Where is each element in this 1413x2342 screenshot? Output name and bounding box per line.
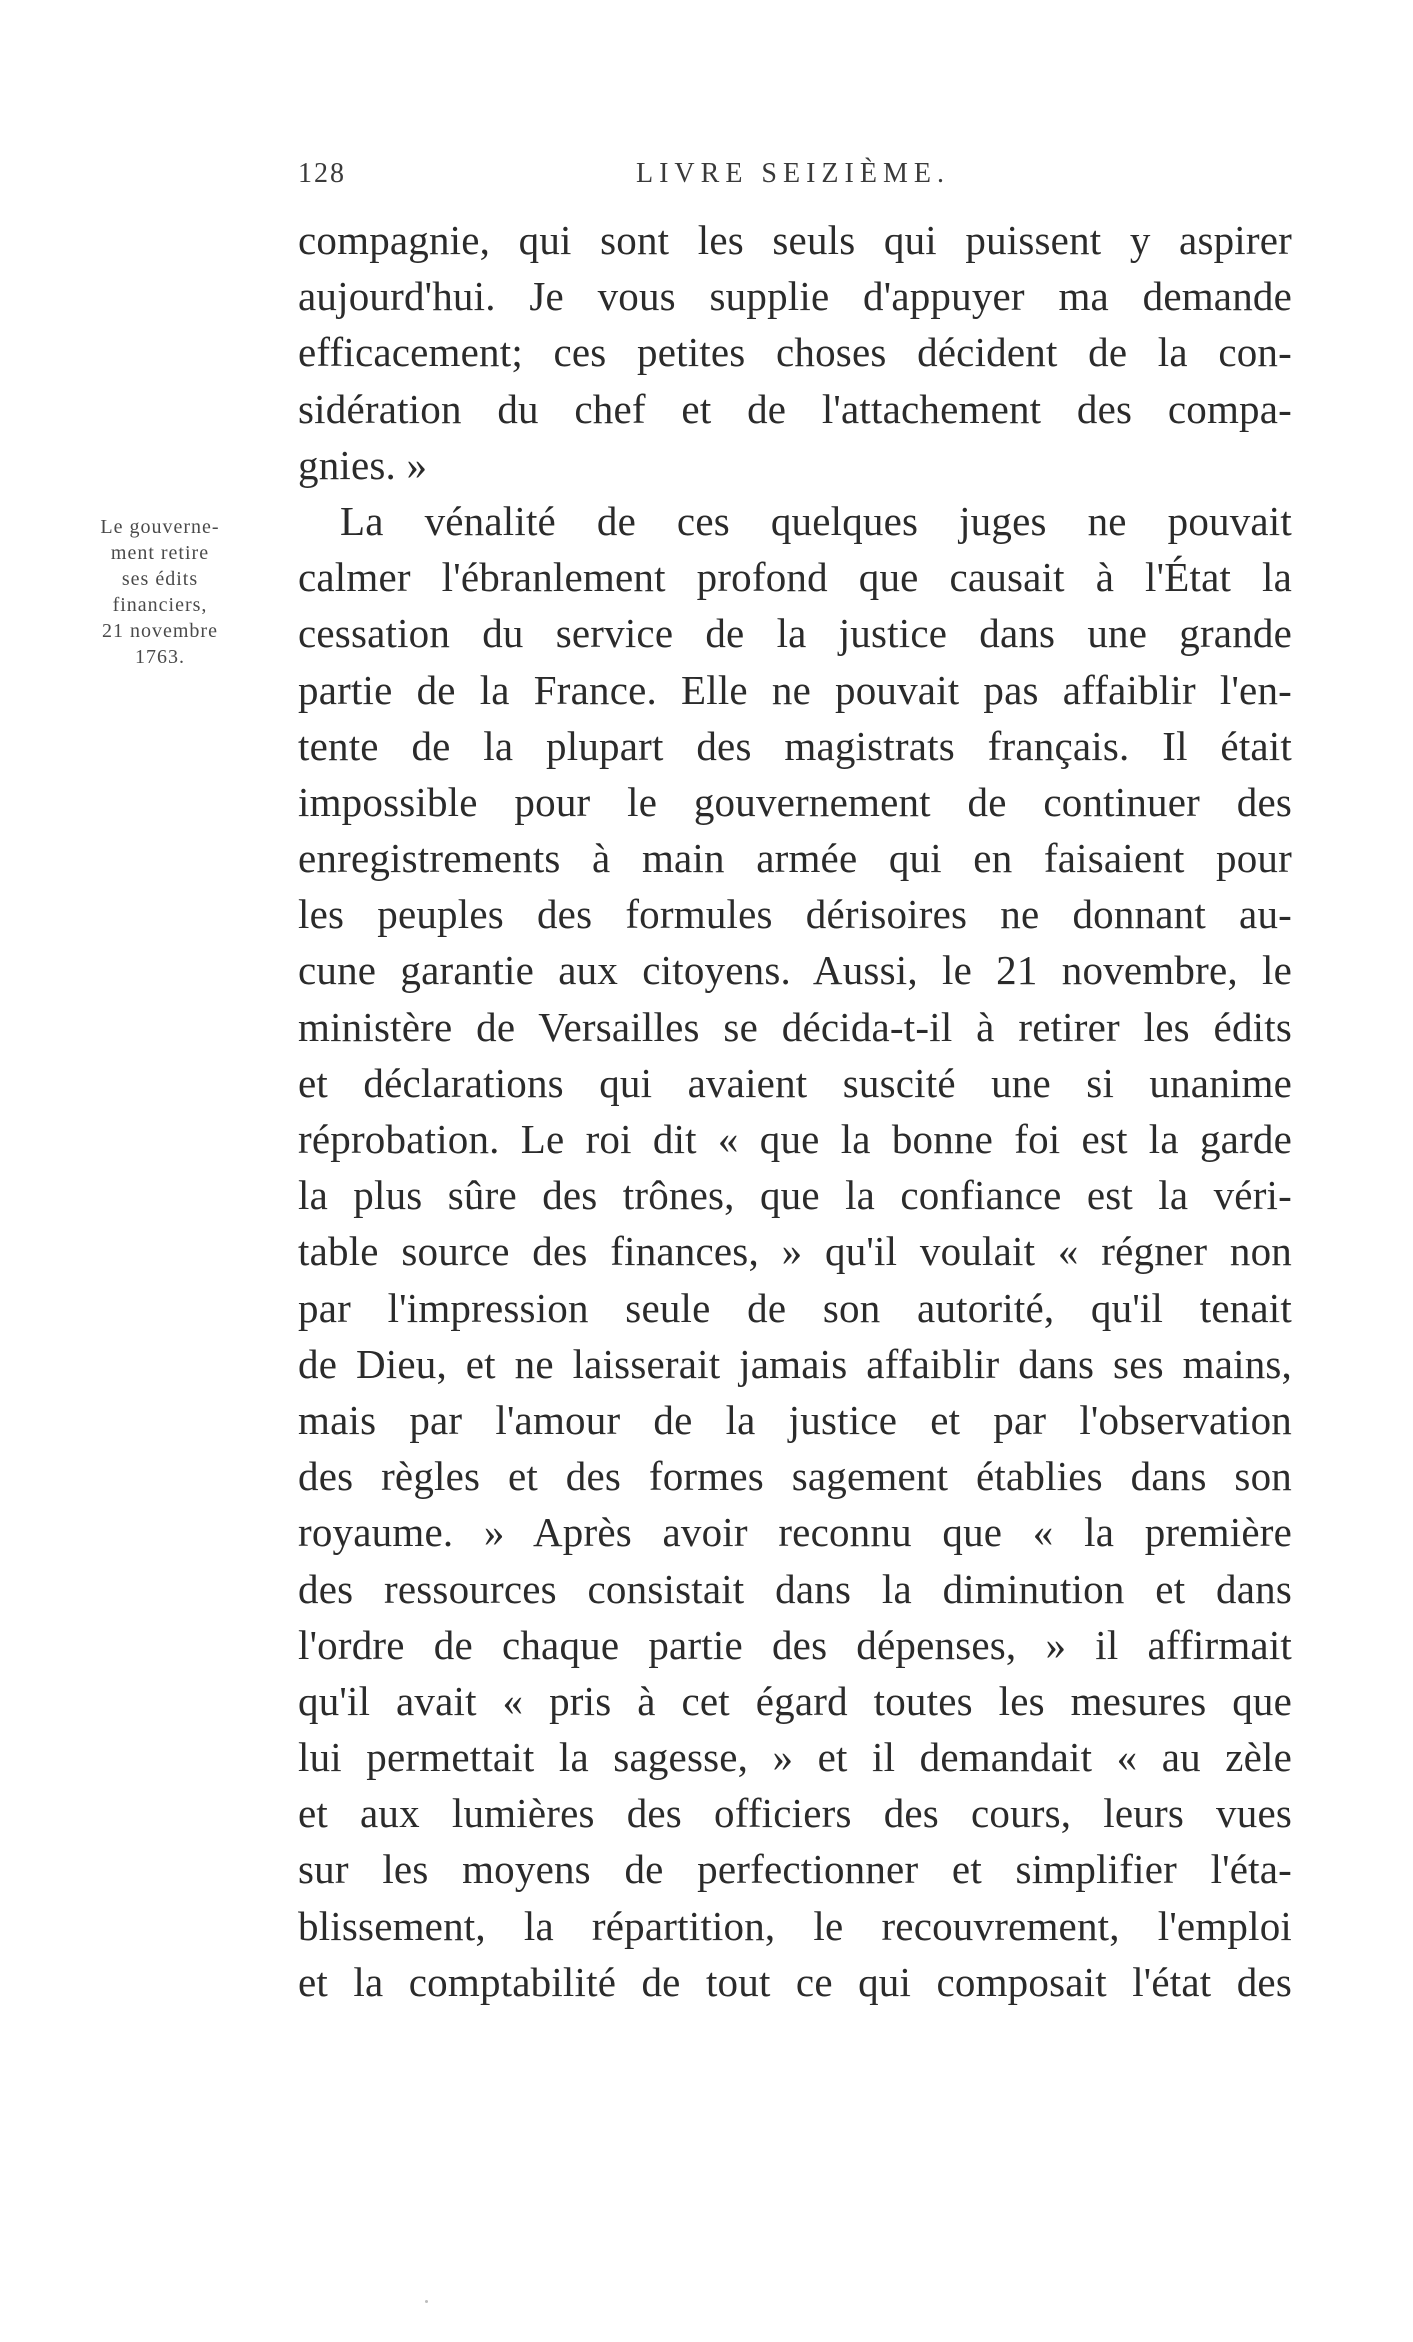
margin-note-line: ses édits	[121, 568, 199, 590]
text-line: cessation du service de la justice dans une grande	[298, 610, 1292, 657]
body-text	[298, 212, 1292, 2010]
text-line: table source des finances, » qu'il voulait « régner non	[298, 1228, 1292, 1275]
text-line: blissement, la répartition, le recouvrement, l'emploi	[298, 1902, 1292, 1949]
margin-note-line: financiers,	[112, 594, 208, 616]
text-line: l'ordre de chaque partie des dépenses, » il affirmait	[298, 1621, 1292, 1668]
paper-speck	[425, 2300, 428, 2303]
text-line: aujourd'hui. Je vous supplie d'appuyer ma demande	[298, 273, 1292, 320]
text-line: et aux lumières des officiers des cours, leurs vues	[298, 1790, 1292, 1837]
text-line: et déclarations qui avaient suscité une si unanime	[298, 1059, 1292, 1106]
margin-note	[40, 514, 280, 670]
text-line: mais par l'amour de la justice et par l'observation	[298, 1396, 1292, 1443]
text-line: les peuples des formules dérisoires ne donnant au-	[298, 891, 1292, 938]
paragraph-first-line: La vénalité de ces quelques juges ne pouvait	[340, 497, 1292, 544]
text-line: efficacement; ces petites choses décident de la con-	[298, 329, 1292, 376]
text-line: compagnie, qui sont les seuls qui puissent y aspirer	[298, 217, 1292, 263]
running-head	[0, 158, 1413, 198]
text-line: royaume. » Après avoir reconnu que « la première	[298, 1509, 1292, 1556]
text-line: par l'impression seule de son autorité, qu'il tenait	[298, 1284, 1292, 1331]
text-line: réprobation. Le roi dit « que la bonne foi est la garde	[298, 1116, 1292, 1162]
text-line: qu'il avait « pris à cet égard toutes les mesures que	[298, 1677, 1292, 1724]
page-number: 128	[298, 158, 346, 189]
text-line: sidération du chef et de l'attachement des compa-	[298, 385, 1292, 432]
margin-note-line: 1763.	[135, 646, 185, 668]
margin-note-line: 21 novembre	[102, 620, 218, 642]
text-line: cune garantie aux citoyens. Aussi, le 21 novembre, le	[298, 947, 1292, 994]
text-line: des ressources consistait dans la diminution et dans	[298, 1565, 1292, 1612]
text-line: ministère de Versailles se décida-t-il à retirer les édits	[298, 1003, 1292, 1050]
text-line: lui permettait la sagesse, » et il demandait « au zèle	[298, 1734, 1292, 1781]
running-title: LIVRE SEIZIÈME.	[636, 158, 950, 189]
text-line: des règles et des formes sagement établies dans son	[298, 1453, 1292, 1500]
text-line: calmer l'ébranlement profond que causait à l'État la	[298, 554, 1292, 601]
margin-note-line: Le gouverne-	[100, 516, 220, 538]
text-line: tente de la plupart des magistrats français. Il était	[298, 722, 1292, 769]
text-line: gnies. »	[298, 441, 428, 488]
text-line: enregistrements à main armée qui en faisaient pour	[298, 835, 1292, 882]
text-line: impossible pour le gouvernement de continuer des	[298, 778, 1292, 825]
text-line: et la comptabilité de tout ce qui composait l'état des	[298, 1958, 1292, 2005]
text-line: de Dieu, et ne laisserait jamais affaiblir dans ses mains,	[298, 1340, 1292, 1387]
text-line: sur les moyens de perfectionner et simplifier l'éta-	[298, 1846, 1292, 1893]
margin-note-line: ment retire	[110, 542, 210, 564]
text-line: partie de la France. Elle ne pouvait pas affaiblir l'en-	[298, 666, 1292, 713]
text-line: la plus sûre des trônes, que la confiance est la véri-	[298, 1172, 1292, 1219]
